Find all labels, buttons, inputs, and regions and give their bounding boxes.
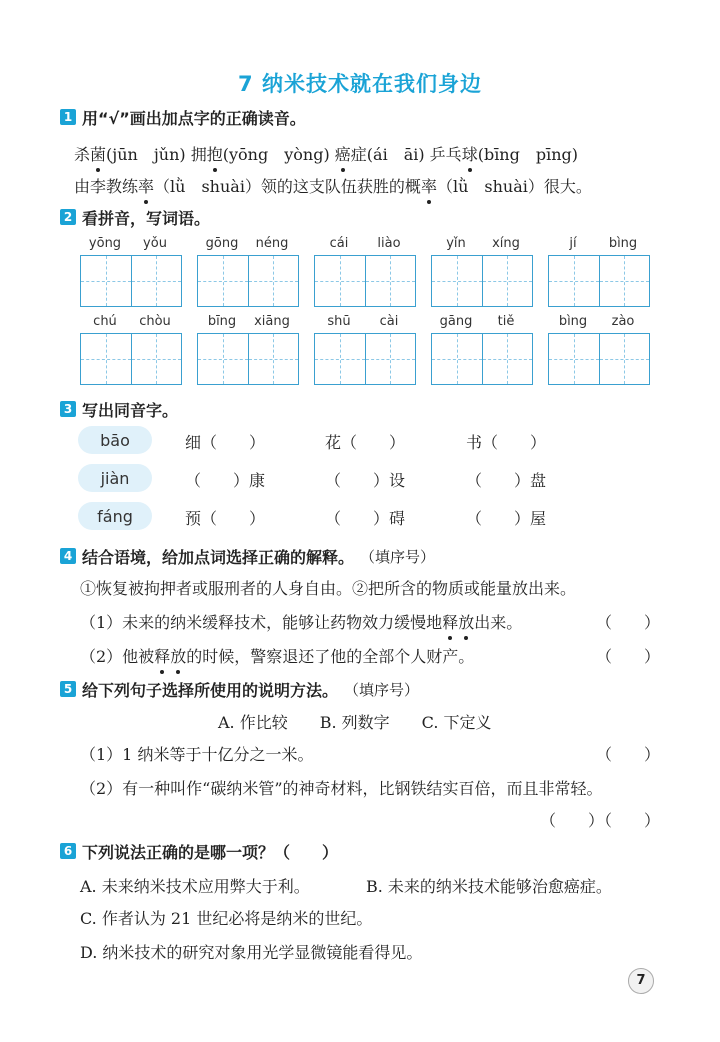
text: （1）未来的纳米缓释技术，能够让药物效力缓慢地	[80, 613, 443, 632]
question-text: 结合语境，给加点词选择正确的解释。	[82, 547, 355, 567]
pinyin: shū	[327, 314, 351, 329]
pinyin: chòu	[139, 314, 171, 329]
homophone-blank[interactable]: 书（ ）	[466, 433, 547, 452]
text: 由李教练	[74, 177, 139, 196]
pinyin: bìng	[608, 236, 638, 251]
pinyin-cloud: fáng	[78, 502, 152, 530]
q5-sentence-2: （2）有一种叫作“碳纳米管”的神奇材料，比钢铁结实百倍，而且非常轻。	[80, 779, 603, 798]
text: （2）他被	[80, 647, 155, 666]
pinyin: chú	[93, 314, 117, 329]
writing-box[interactable]	[314, 333, 416, 385]
q1-line-2	[74, 174, 592, 197]
text: （lǜ shuài）领的这支队伍获胜的概	[154, 177, 421, 196]
option-c[interactable]: C. 作者认为 21 世纪必将是纳米的世纪。	[80, 909, 373, 928]
question-number: 5	[60, 681, 76, 697]
answer-paren[interactable]: （ ）	[595, 613, 660, 632]
text: (yōng yòng)	[222, 145, 335, 164]
writing-box[interactable]	[548, 255, 650, 307]
question-number: 1	[60, 109, 76, 125]
writing-box[interactable]	[80, 333, 182, 385]
dotted-char: 率	[421, 174, 437, 197]
dotted-char: 率	[138, 174, 154, 197]
homophone-blank[interactable]: （ ）碍	[325, 509, 406, 528]
question-3-heading	[60, 398, 178, 420]
pinyin: tiě	[497, 314, 515, 329]
pinyin: yǐn	[446, 236, 466, 251]
pinyin: jí	[569, 236, 577, 251]
question-number: 2	[60, 209, 76, 225]
text: (jūn jǔn) 拥	[106, 145, 207, 164]
text: 的时候，警察退还了他的全部个人财产。	[186, 647, 475, 666]
q4-sentence-2	[80, 644, 474, 667]
question-text: 下列说法正确的是哪一项？（ ）	[82, 842, 339, 862]
dotted-char: 释	[154, 644, 170, 667]
q4-sentence-1	[80, 610, 522, 633]
homophone-blank[interactable]: （ ）设	[325, 471, 406, 490]
question-1-heading	[60, 106, 306, 128]
pinyin: néng	[255, 236, 289, 251]
question-note: （填序号）	[360, 547, 436, 566]
question-text: 给下列句子选择所使用的说明方法。	[82, 680, 339, 700]
text: 症(ái āi) 乒乓	[350, 145, 462, 164]
dotted-char: 释	[442, 610, 458, 633]
option-a[interactable]: A. 未来纳米技术应用弊大于利。	[80, 877, 310, 896]
pinyin: gōng	[205, 236, 239, 251]
option-b[interactable]: B. 未来的纳米技术能够治愈癌症。	[366, 877, 612, 896]
pinyin: bìng	[558, 314, 588, 329]
text: 杀	[74, 145, 91, 164]
pinyin: liào	[377, 236, 401, 251]
pinyin-row-1	[80, 236, 650, 256]
homophone-blank[interactable]: 预（ ）	[185, 509, 266, 528]
pinyin: cái	[329, 236, 349, 251]
homophone-blank[interactable]: 细（ ）	[185, 433, 266, 452]
lesson-title: 7 纳米技术就在我们身边	[238, 72, 482, 96]
pinyin: yōng	[88, 236, 122, 251]
writing-box[interactable]	[197, 333, 299, 385]
question-5-heading	[60, 678, 419, 700]
pinyin: xíng	[492, 236, 520, 251]
pinyin: zào	[611, 314, 635, 329]
pinyin: xiāng	[254, 314, 290, 329]
dotted-char: 癌	[335, 142, 351, 165]
writing-box[interactable]	[314, 255, 416, 307]
option-d[interactable]: D. 纳米技术的研究对象用光学显微镜能看得见。	[80, 943, 423, 962]
definitions: ①恢复被拘押者或服刑者的人身自由。②把所含的物质或能量放出来。	[80, 579, 577, 598]
dotted-char: 菌	[90, 142, 106, 165]
question-number: 4	[60, 548, 76, 564]
question-note: （填序号）	[344, 680, 420, 699]
q5-sentence-1: （1）1 纳米等于十亿分之一米。	[80, 745, 314, 764]
question-number: 6	[60, 843, 76, 859]
pinyin-row-2	[80, 314, 650, 334]
dotted-char: 放	[170, 644, 186, 667]
writing-box[interactable]	[431, 255, 533, 307]
question-number: 3	[60, 401, 76, 417]
page-number: 7	[628, 968, 654, 994]
homophone-blank[interactable]: （ ）盘	[466, 471, 547, 490]
writing-box[interactable]	[431, 333, 533, 385]
pinyin: gāng	[439, 314, 473, 329]
dotted-char: 抱	[207, 142, 223, 165]
answer-paren[interactable]: （ ）	[595, 647, 660, 666]
method-options: A. 作比较 B. 列数字 C. 下定义	[218, 713, 492, 732]
pinyin-cloud: jiàn	[78, 464, 152, 492]
homophone-blank[interactable]: 花（ ）	[325, 433, 406, 452]
dotted-char: 球	[462, 142, 478, 165]
text: (bīng pīng)	[477, 145, 579, 164]
pinyin: cài	[379, 314, 399, 329]
question-2-heading	[60, 206, 210, 228]
pinyin-cloud: bāo	[78, 426, 152, 454]
pinyin: yǒu	[143, 236, 167, 251]
q1-line-1	[74, 142, 578, 165]
question-4-heading	[60, 545, 435, 567]
writing-box[interactable]	[197, 255, 299, 307]
answer-paren-pair[interactable]: （ ）（ ）	[539, 811, 660, 830]
text: 出来。	[474, 613, 523, 632]
question-text: 看拼音，写词语。	[82, 208, 211, 228]
pinyin: bīng	[207, 314, 237, 329]
question-6-heading	[60, 840, 338, 862]
homophone-blank[interactable]: （ ）屋	[466, 509, 547, 528]
dotted-char: 放	[458, 610, 474, 633]
question-text: 写出同音字。	[82, 400, 179, 420]
answer-paren[interactable]: （ ）	[595, 745, 660, 764]
text: （lǜ shuài）很大。	[436, 177, 592, 196]
writing-box[interactable]	[548, 333, 650, 385]
homophone-blank[interactable]: （ ）康	[185, 471, 266, 490]
question-text: 用“√”画出加点字的正确读音。	[82, 108, 306, 128]
writing-box[interactable]	[80, 255, 182, 307]
